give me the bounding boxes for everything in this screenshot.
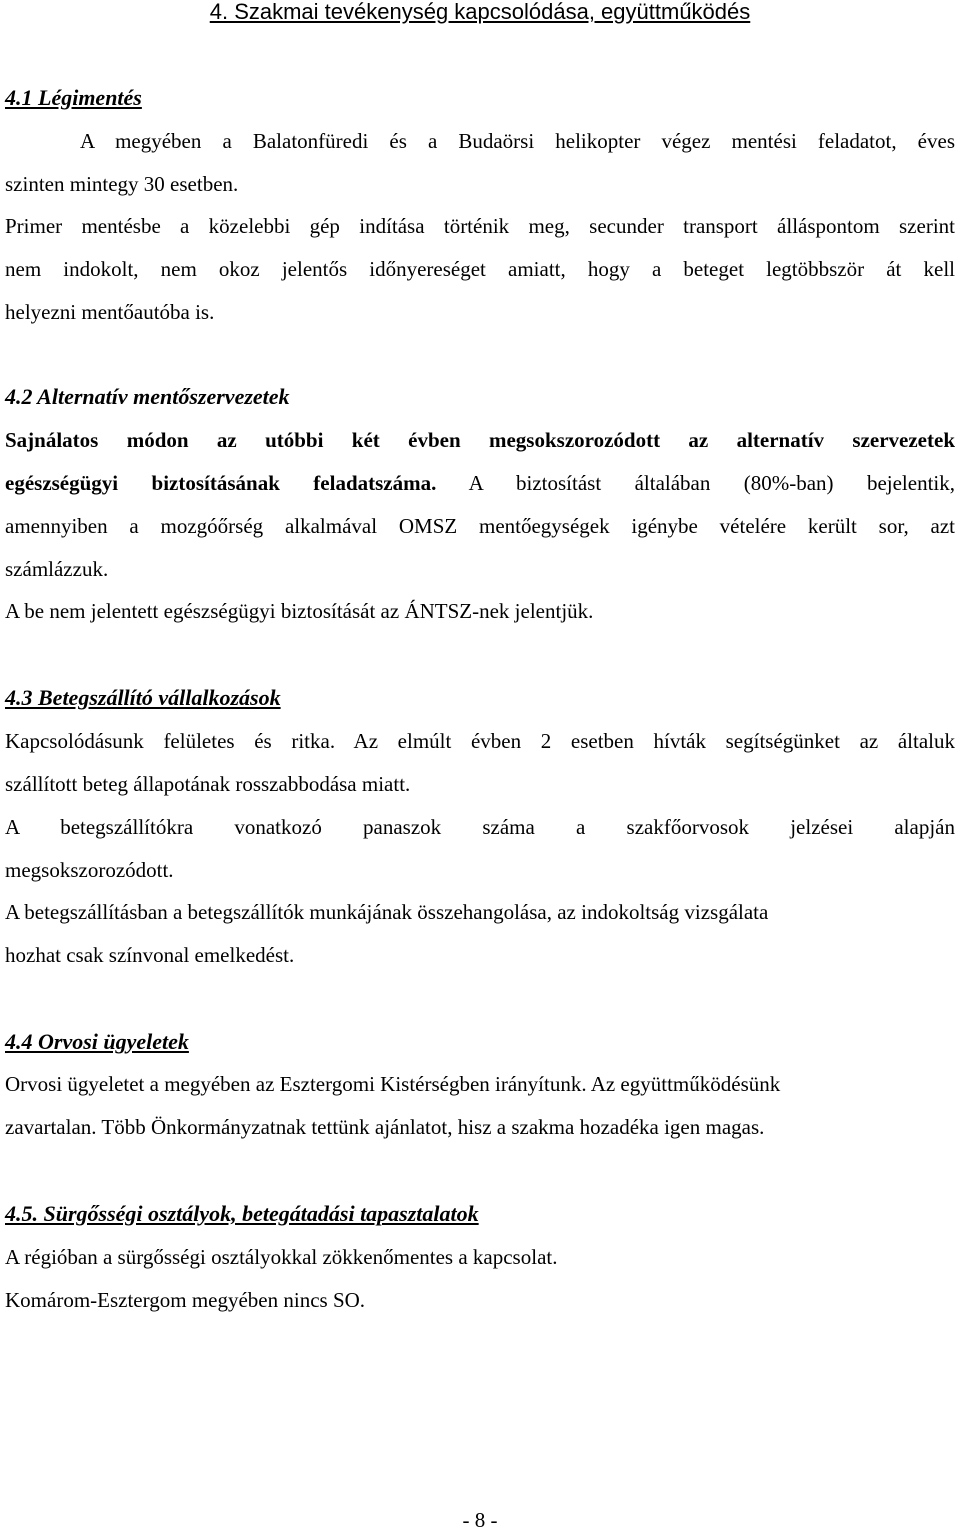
- section-heading-4-5: 4.5. Sürgősségi osztályok, betegátadási tapasztalatok: [5, 1201, 479, 1226]
- paragraph-line: számlázzuk.: [5, 557, 109, 581]
- paragraph-line: nem indokolt, nem okoz jelentős időnyereséget amiatt, hogy a beteget legtöbbször át kell: [5, 257, 955, 281]
- paragraph-line: szállított beteg állapotának rosszabbodása miatt.: [5, 772, 411, 796]
- paragraph-line: hozhat csak színvonal emelkedést.: [5, 943, 295, 967]
- bold-phrase: egészségügyi biztosításának feladatszáma.: [5, 471, 437, 495]
- paragraph-line: A be nem jelentett egészségügyi biztosítását az ÁNTSZ-nek jelentjük.: [5, 599, 594, 623]
- page-title: 4. Szakmai tevékenység kapcsolódása, együttműködés: [209, 0, 751, 24]
- paragraph-text: A biztosítást általában (80%-ban) bejelentik,: [468, 471, 955, 495]
- paragraph-line: Primer mentésbe a közelebbi gép indítása történik meg, secunder transport álláspontom szerint: [5, 214, 955, 238]
- paragraph-line: amennyiben a mozgóőrség alkalmával OMSZ mentőegységek igénybe vételére került sor, azt: [5, 514, 955, 538]
- paragraph-line: A régióban a sürgősségi osztályokkal zökkenőmentes a kapcsolat.: [5, 1245, 558, 1269]
- paragraph-line: A megyében a Balatonfüredi és a Budaörsi helikopter végez mentési feladatot, éves: [80, 129, 955, 153]
- paragraph-line: Komárom-Esztergom megyében nincs SO.: [5, 1288, 366, 1312]
- paragraph-line: A betegszállításban a betegszállítók munkájának összehangolása, az indokoltság vizsgálata: [5, 900, 769, 924]
- section-heading-4-4: 4.4 Orvosi ügyeletek: [5, 1029, 189, 1054]
- section-heading-4-3: 4.3 Betegszállító vállalkozások: [5, 685, 281, 710]
- paragraph-line: A betegszállítókra vonatkozó panaszok száma a szakfőorvosok jelzései alapján: [5, 815, 955, 839]
- paragraph-line: szinten mintegy 30 esetben.: [5, 172, 239, 196]
- paragraph-line: Orvosi ügyeletet a megyében az Esztergomi Kistérségben irányítunk. Az együttműködésünk: [5, 1072, 781, 1096]
- paragraph-line: megsokszorozódott.: [5, 858, 174, 882]
- paragraph-line: helyezni mentőautóba is.: [5, 300, 215, 324]
- section-heading-4-1: 4.1 Légimentés: [5, 85, 142, 110]
- paragraph-line: Kapcsolódásunk felületes és ritka. Az elmúlt évben 2 esetben hívták segítségünket az általuk: [5, 729, 955, 753]
- section-heading-4-2: 4.2 Alternatív mentőszervezetek: [5, 384, 290, 409]
- page-number: - 8 -: [462, 1508, 498, 1532]
- paragraph-line: zavartalan. Több Önkormányzatnak tettünk ajánlatot, hisz a szakma hozadéka igen magas.: [5, 1115, 765, 1139]
- paragraph-line: [5, 469, 955, 497]
- paragraph-line: Sajnálatos módon az utóbbi két évben megsokszorozódott az alternatív szervezetek: [5, 428, 955, 452]
